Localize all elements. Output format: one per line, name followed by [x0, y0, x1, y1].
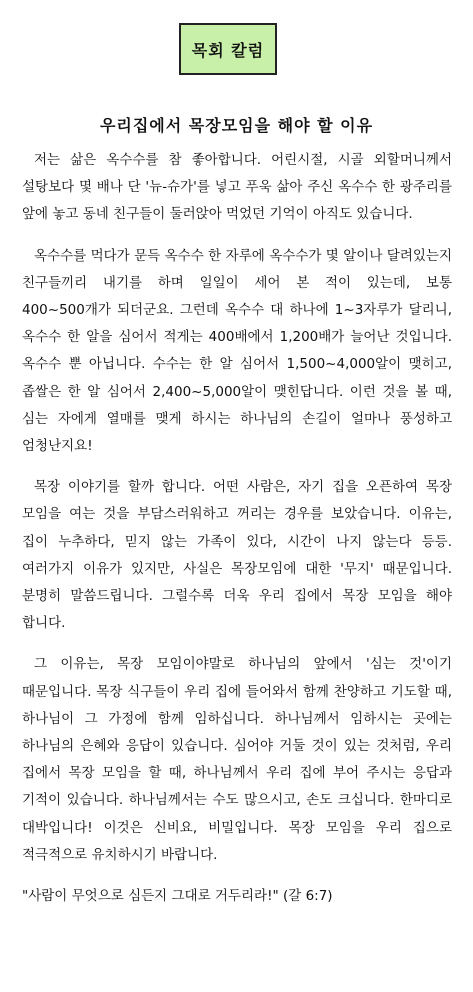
paragraph-1: 저는 삶은 옥수수를 참 좋아합니다. 어린시절, 시골 외할머니께서 설탕보다 몇 배나 단 '뉴-슈가'를 넣고 푸욱 삶아 주신 옥수수 한 광주리를 앞에 놓고 동네 친구들이 둘러앉아 먹었던 기억이 아직도 있습니다.: [22, 152, 452, 223]
column-badge: 목회 칼럼: [179, 23, 277, 75]
article-body: [22, 147, 452, 924]
article-title: 우리집에서 목장모임을 해야 할 이유: [99, 116, 374, 135]
bible-verse: "사람이 무엇으로 심든지 그대로 거두리라!" (갈 6:7): [22, 888, 333, 905]
paragraph-2: 옥수수를 먹다가 문득 옥수수 한 자루에 옥수수가 몇 알이나 달려있는지 친구들끼리 내기를 하며 일일이 세어 본 적이 있는데, 보통 400~500개가 되더군요. 그런데 옥수수 대 하나에 1~3자루가 달리니, 옥수수 한 알을 심어서 적게는 400배에서 1,200배가 늘어난 것입니다. 옥수수 뿐 아닙니다. 수수는 한 알 심어서 1,500~4,000알이 맺히고, 좁쌀은 한 알 심어서 2,400~5,000알이 맺힌답니다. 이런 것을 볼 때, 심는 자에게 열매를 맺게 하시는 하나님의 손길이 얼마나 풍성하고 엄청난지요!: [22, 247, 452, 455]
paragraph-3: 목장 이야기를 할까 합니다. 어떤 사람은, 자기 집을 오픈하여 목장 모임을 여는 것을 부담스러워하고 꺼리는 경우를 보았습니다. 이유는, 집이 누추하다, 믿지 않는 가족이 있다, 시간이 나지 않는다 등등. 여러가지 이유가 있지만, 사실은 목장모임에 대한 '무지' 때문입니다. 분명히 말씀드립니다. 그럴수록 더욱 우리 집에서 목장 모임을 해야 합니다.: [22, 479, 452, 632]
paragraph-4: 그 이유는, 목장 모임이야말로 하나님의 앞에서 '심는 것'이기 때문입니다. 목장 식구들이 우리 집에 들어와서 함께 찬양하고 기도할 때, 하나님이 그 가정에 함께 임하십니다. 하나님께서 임하시는 곳에는 하나님의 은혜와 응답이 있습니다. 심어야 거둘 것이 있는 것처럼, 우리 집에서 목장 모임을 할 때, 하나님께서 우리 집에 부어 주시는 응답과 기적이 있습니다. 하나님께서는 수도 많으시고, 손도 크십니다. 한마디로 대박입니다! 이것은 신비요, 비밀입니다. 목장 모임을 우리 집으로 적극적으로 유치하시기 바랍니다.: [22, 656, 452, 863]
